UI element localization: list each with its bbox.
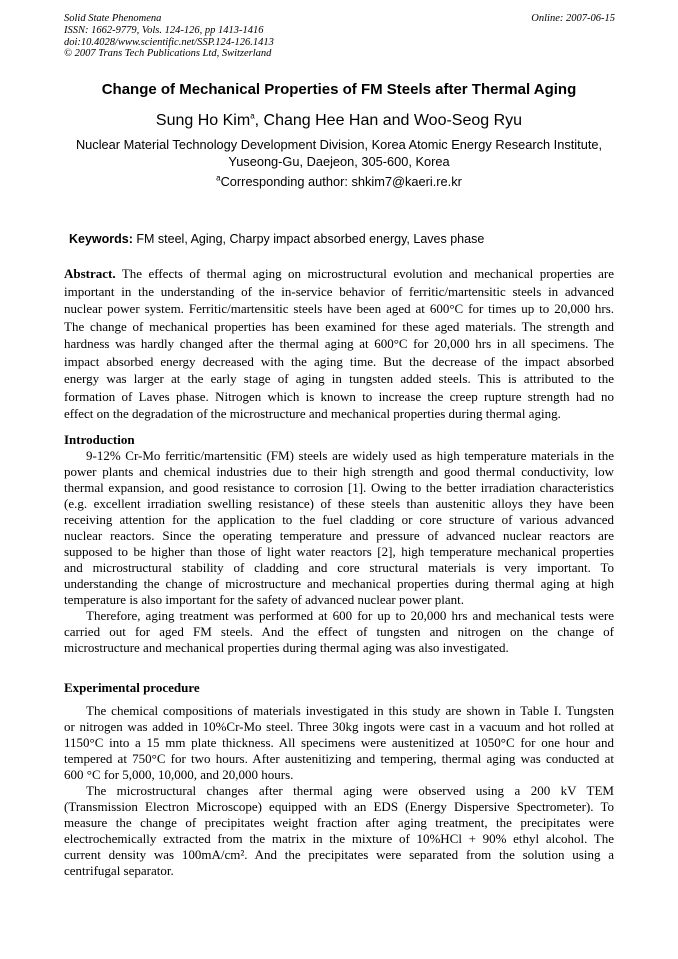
text-line: impact absorbed energy decreased with the aging time. But the decrease of the impact absorbed [64, 353, 614, 369]
affiliation-line: Yuseong-Gu, Daejeon, 305-600, Korea [228, 153, 450, 169]
text-line: 1150°C into a 15 mm plate thickness. All specimens were austenitized at 1050°C for one hour and [64, 735, 614, 750]
introduction-heading: Introduction [64, 432, 135, 447]
text-line: microstructure and mechanical properties during thermal aging was also investigated. [64, 640, 509, 655]
corresponding-author [0, 174, 678, 189]
text-line: The change of mechanical properties has been examined for these aged materials. The strength and [64, 318, 614, 334]
text-line: (Transmission Electron Microscope) equipped with an EDS (Energy Dispersive Spectrometer). To [64, 799, 614, 814]
text-line: centrifugal separator. [64, 863, 174, 878]
text-line: supposed to be higher than those of light water reactors [2], high temperature mechanical properties [64, 544, 614, 559]
text-line: nuclear power system. Ferritic/martensitic steels have been aged at 600°C for times up to 20,000 hrs. [64, 301, 614, 316]
affiliation [0, 137, 678, 170]
corr-text: Corresponding author: shkim7@kaeri.re.kr [220, 174, 462, 189]
journal-line: © 2007 Trans Tech Publications Ltd, Switzerland [64, 48, 272, 60]
text-line: or nitrogen was added in 10%Cr-Mo steel. Three 30kg ingots were cast in a vacuum and hot rolled at [64, 719, 614, 734]
journal-line: doi:10.4028/www.scientific.net/SSP.124-126.1413 [64, 36, 274, 48]
text-line: receiving attention for the application to the fuel cladding or core structure of various advanced [64, 512, 614, 527]
introduction-body [64, 448, 614, 656]
keywords [69, 232, 484, 246]
abstract [64, 265, 614, 423]
text-line: effect on the degradation of the microstructure and mechanical properties during thermal aging. [64, 406, 561, 421]
journal-info [64, 13, 274, 60]
affiliation-line: Nuclear Material Technology Development Division, Korea Atomic Energy Research Institute, [75, 137, 603, 152]
author-first: Sung Ho Kim [155, 112, 251, 129]
paper-title: Change of Mechanical Properties of FM Steels after Thermal Aging [101, 81, 577, 98]
text-line: electrochemically extracted from the matrix in the mixture of 10%HCl + 90% ethyl alcohol. The [64, 831, 614, 846]
text-line: tempered at 750°C for two hours. After austenitizing and tempering, thermal aging was conducted at [64, 751, 614, 766]
text-line: formation of Laves phase. Nitrogen which is known to increase the creep rupture strength had no [64, 388, 614, 404]
keywords-label: Keywords: [69, 232, 133, 246]
text-line: current density was 100mA/cm². And the precipitates were separated from the solution using a [64, 847, 614, 862]
text-line: nuclear reactors. Since the operating temperature and pressure of advanced nuclear reactors are [64, 528, 614, 543]
text-line: 9-12% Cr-Mo ferritic/martensitic (FM) steels are widely used as high temperature materials in the [86, 448, 614, 463]
text-line: understanding the change of microstructure and mechanical properties during thermal aging at high [64, 576, 614, 591]
text-line: carried out for aged FM steels. And the effect of tungsten and nitrogen on the change of [64, 624, 614, 639]
author-rest: , Chang Hee Han and Woo-Seog Ryu [254, 112, 523, 129]
text-line: temperature is also important for the safety of advanced nuclear power plant. [64, 592, 464, 607]
authors [0, 112, 678, 130]
text-line: power plants and chemical industries due to their high strength and good thermal conductivity, low [64, 464, 614, 479]
text-line: hardness was hardly changed after the thermal aging at 600°C for 20,000 hrs in all specimens. The [64, 336, 614, 351]
experimental-body [64, 703, 614, 879]
text-line: (e.g. excellent irradiation swelling resistance) of these steels than austenitic alloys they have been [64, 496, 614, 511]
journal-line: Solid State Phenomena [64, 13, 162, 24]
text-line: thermal expansion, and good resistance to corrosion [1]. Owing to the better irradiation characteristics [64, 480, 614, 495]
abstract-first-line [64, 265, 614, 283]
text-line: 600 °C for 5,000, 10,000, and 20,000 hours. [64, 767, 294, 782]
online-date: Online: 2007-06-15 [531, 13, 615, 24]
abstract-label: Abstract. [64, 266, 116, 281]
abstract-line: The effects of thermal aging on microstructural evolution and mechanical properties are [115, 266, 614, 281]
author-sup: a [250, 111, 255, 121]
text-line: energy was larger at the early stage of aging in tungsten added steels. This is attributed to the [64, 371, 614, 386]
text-line: important in the understanding of the in-service behavior of ferritic/martensitic steels in advanced [64, 283, 614, 299]
corr-sup: a [216, 173, 221, 183]
text-line: The chemical compositions of materials investigated in this study are shown in Table I. Tungsten [86, 703, 614, 718]
text-line: measure the change of precipitates weight fraction after aging treatment, the precipitates were [64, 815, 614, 830]
keywords-text: FM steel, Aging, Charpy impact absorbed energy, Laves phase [136, 232, 485, 246]
text-line: Therefore, aging treatment was performed at 600 for up to 20,000 hrs and mechanical tests were [86, 608, 614, 623]
journal-line: ISSN: 1662-9779, Vols. 124-126, pp 1413-1416 [64, 24, 264, 36]
text-line: and microstructural stability of cladding and core structural materials is very important. To [64, 560, 614, 575]
text-line: The microstructural changes after thermal aging were observed using a 200 kV TEM [86, 783, 614, 798]
experimental-heading: Experimental procedure [64, 680, 200, 695]
